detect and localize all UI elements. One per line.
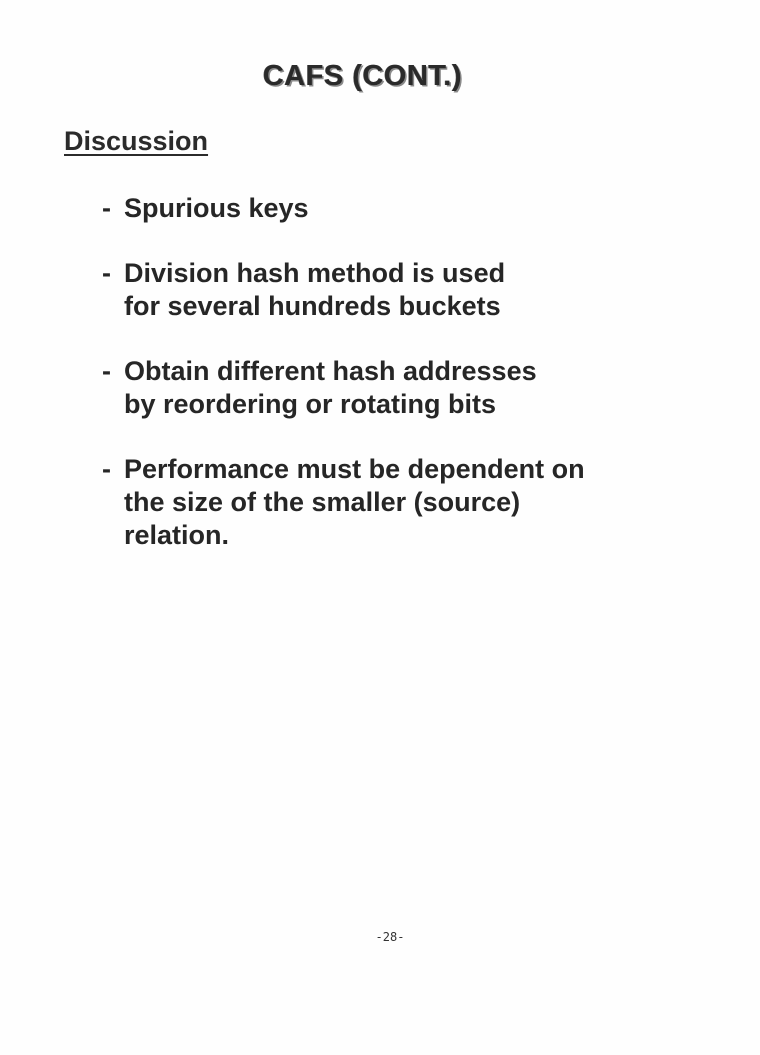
page-title: CAFS (CONT.) [262,60,463,92]
bullet-list [102,192,722,584]
list-item [102,192,722,225]
list-item [102,257,722,323]
bullet-marker: - [102,193,111,223]
bullet-text: Performance must be dependent on the size of the smaller (source) relation. [124,454,585,550]
bullet-marker: - [102,454,111,484]
bullet-marker: - [102,258,111,288]
list-item [102,355,722,421]
bullet-marker: - [102,356,111,386]
bullet-text: Obtain different hash addresses by reordering or rotating bits [124,356,537,419]
page-number: -28- [375,930,405,944]
bullet-text: Division hash method is used for several hundreds buckets [124,258,506,321]
bullet-text: Spurious keys [124,193,309,223]
list-item [102,453,722,552]
section-heading: Discussion [64,126,209,156]
